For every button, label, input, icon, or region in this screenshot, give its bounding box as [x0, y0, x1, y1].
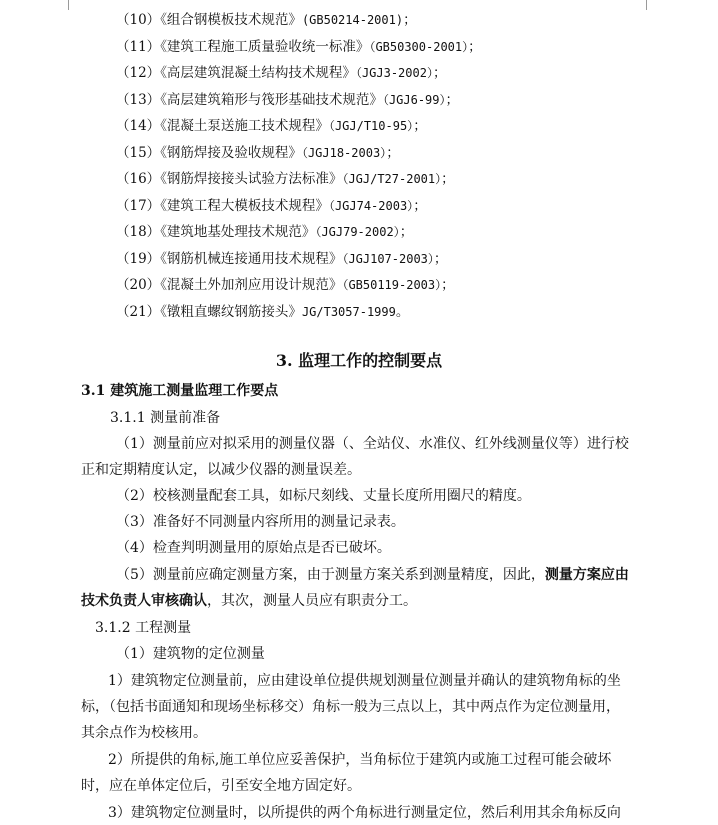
paragraph-5-line-2: [81, 591, 417, 611]
reference-number: （21）: [116, 304, 161, 320]
paragraph-5-line-1: [116, 565, 629, 585]
reference-title: 《建筑工程大模板技术规程》: [160, 198, 329, 214]
reference-number: （15）: [116, 145, 161, 161]
section-title: 3. 监理工作的控制要点: [275, 351, 443, 370]
reference-number: （20）: [116, 277, 161, 293]
paragraph-1-line-2: 正和定期精度认定，以减少仪器的测量误差。: [81, 462, 361, 478]
paragraph-5-text: （5）测量前应确定测量方案，由于测量方案关系到测量精度，因此，: [116, 567, 545, 583]
reference-item: [116, 37, 482, 57]
reference-number: （19）: [116, 251, 161, 267]
reference-item: [116, 196, 427, 216]
reference-punct: ；: [413, 118, 427, 134]
reference-code: （JGJ74-2003）: [328, 199, 414, 213]
heading-3-1-2: 3.1.2 工程测量: [95, 620, 192, 636]
reference-punct: 。: [395, 304, 410, 320]
reference-code: （JGJ/T10-95）: [328, 119, 414, 133]
reference-code: （JGJ107-2003）: [342, 252, 434, 266]
reference-number: （17）: [116, 198, 161, 214]
reference-punct: ；: [399, 224, 414, 240]
reference-number: （14）: [116, 118, 161, 134]
paragraph-5-emphasis: 测量方案应由: [544, 567, 629, 583]
reference-title: 《组合钢模板技术规范》: [160, 12, 302, 28]
paragraph-4: （4）检查判明测量用的原始点是否已破坏。: [116, 540, 391, 556]
reference-punct: ；: [386, 145, 400, 161]
reference-item: [116, 275, 455, 295]
reference-title: 《建筑地基处理技术规范》: [160, 224, 316, 240]
item-1-2-line-2: 时，应在单体定位后，引至安全地方固定好。: [81, 778, 361, 794]
reference-title: 《钢筋焊接及验收规程》: [160, 145, 302, 161]
reference-item: [116, 222, 413, 242]
reference-punct: ；: [468, 39, 482, 55]
reference-code: （JGJ79-2002）: [315, 225, 400, 239]
reference-number: （16）: [116, 171, 161, 187]
reference-item: [116, 63, 446, 83]
reference-item: [116, 90, 459, 110]
reference-code: （GB50119-2003）: [342, 278, 442, 292]
item-1-3-line-1: 3）建筑物定位测量时，以所提供的两个角标进行测量定位，然后利用其余角标反向: [108, 805, 621, 821]
paragraph-2: （2）校核测量配套工具，如标尺刻线、丈量长度所用圈尺的精度。: [116, 488, 531, 504]
item-1-1-line-2: 标，（包括书面通知和现场坐标移交）角标一般为三点以上，其中两点作为定位测量用，: [81, 699, 620, 715]
reference-punct: ；: [413, 198, 427, 214]
reference-number: （12）: [116, 65, 161, 81]
paragraph-5-text-2: ，其次，测量人员应有职责分工。: [207, 593, 417, 609]
reference-punct: ；: [441, 277, 455, 293]
reference-punct: ；: [403, 12, 417, 28]
reference-punct: ；: [445, 92, 460, 108]
heading-3-1-1: 3.1.1 测量前准备: [110, 410, 221, 426]
reference-title: 《高层建筑箱形与筏形基础技术规范》: [160, 92, 383, 108]
reference-punct: ；: [441, 171, 455, 187]
reference-punct: ；: [433, 251, 448, 267]
reference-title: 《混凝土泵送施工技术规程》: [160, 118, 329, 134]
reference-item: [116, 169, 455, 189]
reference-item: [116, 116, 427, 136]
reference-title: 《混凝土外加剂应用设计规范》: [160, 277, 343, 293]
reference-item: [116, 249, 447, 269]
reference-code: (GB50214-2001): [301, 13, 404, 27]
paragraph-3: （3）准备好不同测量内容所用的测量记录表。: [116, 514, 405, 530]
reference-code: （JGJ3-2002）: [355, 66, 433, 80]
item-1-title: （1）建筑物的定位测量: [116, 646, 265, 662]
reference-code: （JGJ/T27-2001）: [342, 172, 442, 186]
paragraph-1-line-1: （1）测量前应对拟采用的测量仪器（、全站仪、水准仪、红外线测量仪等）进行校: [116, 436, 629, 452]
paragraph-5-emphasis-2: 技术负责人审核确认: [81, 593, 207, 609]
reference-code: （JGJ18-2003）: [301, 146, 387, 160]
subsection-title: 3.1 建筑施工测量监理工作要点: [81, 383, 279, 399]
reference-item: [116, 143, 400, 163]
reference-item: [116, 10, 417, 30]
reference-title: 《高层建筑混凝土结构技术规程》: [160, 65, 356, 81]
item-1-2-line-1: 2）所提供的角标,施工单位应妥善保护，当角标位于建筑内或施工过程可能会破坏: [108, 752, 612, 768]
reference-punct: ；: [432, 65, 447, 81]
reference-title: 《钢筋机械连接通用技术规程》: [160, 251, 343, 267]
reference-number: （11）: [116, 39, 161, 55]
reference-code: JG/T3057-1999: [301, 305, 396, 319]
reference-code: （JGJ6-99）: [382, 93, 446, 107]
reference-title: 《镦粗直螺纹钢筋接头》: [160, 304, 302, 320]
reference-number: （13）: [116, 92, 161, 108]
item-1-1-line-1: 1）建筑物定位测量前，应由建设单位提供规划测量位测量并确认的建筑物角标的坐: [108, 673, 621, 689]
reference-title: 《钢筋焊接接头试验方法标准》: [160, 171, 343, 187]
reference-number: （10）: [116, 12, 161, 28]
item-1-1-line-3: 其余点作为校核用。: [81, 725, 207, 741]
reference-item: [116, 302, 409, 322]
reference-code: （GB50300-2001）: [369, 40, 469, 54]
reference-title: 《建筑工程施工质量验收统一标准》: [160, 39, 370, 55]
reference-number: （18）: [116, 224, 161, 240]
